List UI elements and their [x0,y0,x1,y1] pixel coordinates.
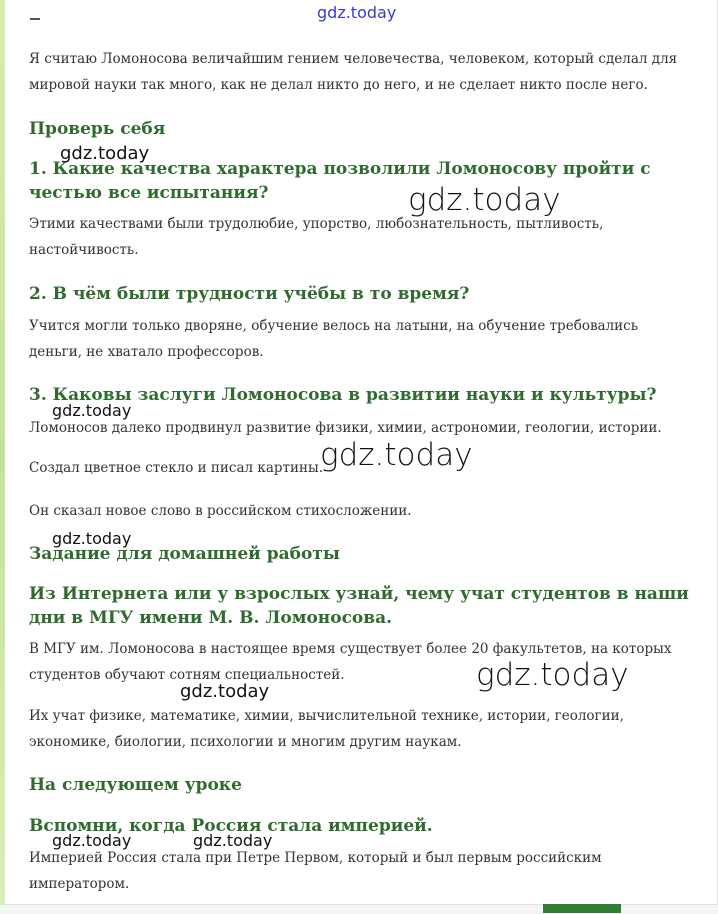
watermark: gdz.today [408,182,561,218]
left-accent-stripe [0,0,5,913]
top-dash-fragment [30,18,40,20]
homework-heading: Задание для домашней работы [29,544,340,564]
watermark: gdz.today [52,529,132,548]
watermark: gdz.today [52,831,132,850]
watermark: gdz.today [476,657,629,693]
check-yourself-heading: Проверь себя [29,119,166,139]
question-3-title: 3. Каковы заслуги Ломоносова в развитии науки и культуры? [29,385,657,405]
homework-answer-2: Их учат физике, математике, химии, вычислительной технике, истории, геологии, экономике, биологии, психологии и многим другим наукам. [29,708,624,750]
watermark: gdz.today [60,143,150,164]
question-1-title: 1. Какие качества характера позволили Ломоносову пройти с честью все испытания? [29,159,651,203]
question-3-answer-2: Создал цветное стекло и писал картины. [29,460,324,476]
watermark: gdz.today [52,401,132,420]
next-lesson-question: Вспомни, когда Россия стала империей. [29,816,433,836]
question-2-title: 2. В чём были трудности учёбы в то время? [29,284,470,304]
watermark: gdz.today [193,831,273,850]
next-lesson-answer: Империей Россия стала при Петре Первом, который и был первым российским императором. [29,850,602,892]
homework-question: Из Интернета или у взрослых узнай, чему учат студентов в наши дни в МГУ имени М. В. Ломоносова. [29,584,689,628]
watermark-top: gdz.today [317,3,397,22]
homework-answer-1: В МГУ им. Ломоносова в настоящее время существует более 20 факультетов, на которых студентов обучают сотням специальностей. [29,641,672,683]
question-3-answer-1: Ломоносов далеко продвинул развитие физики, химии, астрономии, геологии, истории. [29,420,662,436]
watermark: gdz.today [320,437,473,473]
watermark: gdz.today [180,681,270,702]
intro-paragraph: Я считаю Ломоносова величайшим гением человечества, человеком, который сделал для мировой науки так много, как не делал никто до него, и не сделает никто после него. [29,51,678,93]
bottom-green-button[interactable] [543,904,621,913]
question-1-answer: Этими качествами были трудолюбие, упорство, любознательность, пытливость, настойчивость. [29,216,604,258]
question-3-answer-3: Он сказал новое слово в российском стихосложении. [29,503,412,519]
next-lesson-heading: На следующем уроке [29,775,242,795]
question-2-answer: Учится могли только дворяне, обучение велось на латыни, на обучение требовались деньги, не хватало профессоров. [29,318,639,360]
